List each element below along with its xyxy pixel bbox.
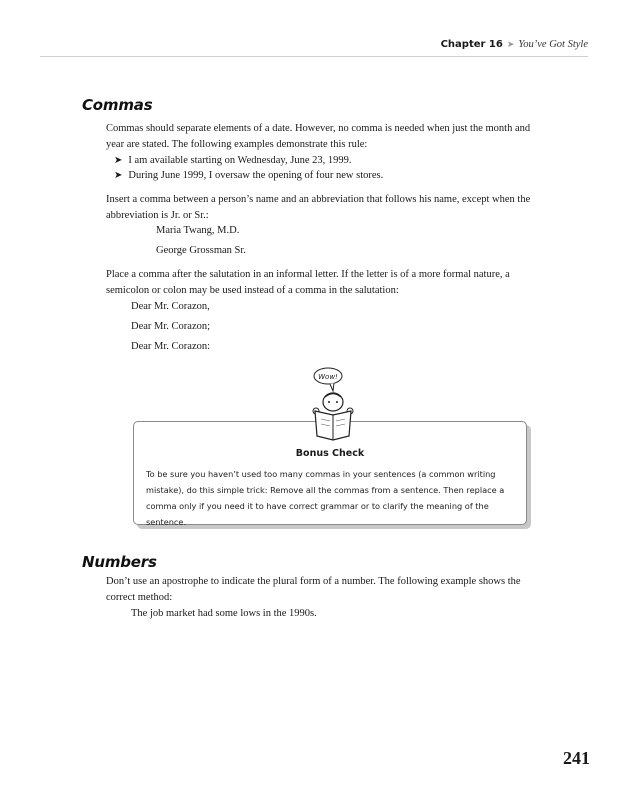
list-item <box>114 153 352 168</box>
commas-paragraph-2: Insert a comma between a person’s name and an abbreviation that follows his name, except when the abbreviation is Jr. or Sr.: <box>106 194 531 221</box>
list-item-text: During June 1999, I oversaw the opening of four new stores. <box>128 170 384 181</box>
list-item <box>114 168 383 183</box>
salutation-example: Dear Mr. Corazon: <box>131 341 211 352</box>
bonus-check-text: To be sure you haven’t used too many commas in your sentences (a common writing mistake), do this simple trick: <box>146 469 496 495</box>
commas-paragraph-1: Commas should separate elements of a date. However, no comma is needed when just the month and year are stated. The following examples demonstrate this rule: <box>106 123 531 150</box>
bonus-check-body <box>146 466 516 530</box>
numbers-paragraph-1: Don’t use an apostrophe to indicate the plural form of a number. The following example shows the correct method: <box>106 576 521 603</box>
arrow-icon: ➤ <box>506 40 515 50</box>
page-number: 241 <box>563 748 590 768</box>
header-divider <box>40 56 588 57</box>
chapter-title: You’ve Got Style <box>518 39 588 50</box>
numbers-heading: Numbers <box>82 553 157 571</box>
reading-figure-icon <box>300 364 366 446</box>
chapter-label: Chapter 16 <box>440 39 503 50</box>
name-example: George Grossman Sr. <box>156 245 246 256</box>
commas-paragraph-3: Place a comma after the salutation in an informal letter. If the letter is of a more formal nature, a semicolon or colon may be used instead of a comma in the salutation: <box>106 269 510 296</box>
number-example: The job market had some lows in the 1990s. <box>131 608 317 619</box>
commas-heading: Commas <box>82 96 153 114</box>
salutation-example: Dear Mr. Corazon; <box>131 321 211 332</box>
bullet-arrow-icon: ➤ <box>114 155 123 166</box>
bubble-text: Wow! <box>318 373 338 381</box>
bonus-check-text: Remove all the commas from a sentence. Then replace a comma only if you need it to have correct grammar or to clarify the meaning of the sentence. <box>146 485 505 527</box>
name-example: Maria Twang, M.D. <box>156 225 240 236</box>
bullet-arrow-icon: ➤ <box>114 170 123 181</box>
list-item-text: I am available starting on Wednesday, June 23, 1999. <box>128 155 352 166</box>
bonus-check-title: Bonus Check <box>295 448 365 459</box>
running-header <box>441 39 588 50</box>
salutation-example: Dear Mr. Corazon, <box>131 301 210 312</box>
